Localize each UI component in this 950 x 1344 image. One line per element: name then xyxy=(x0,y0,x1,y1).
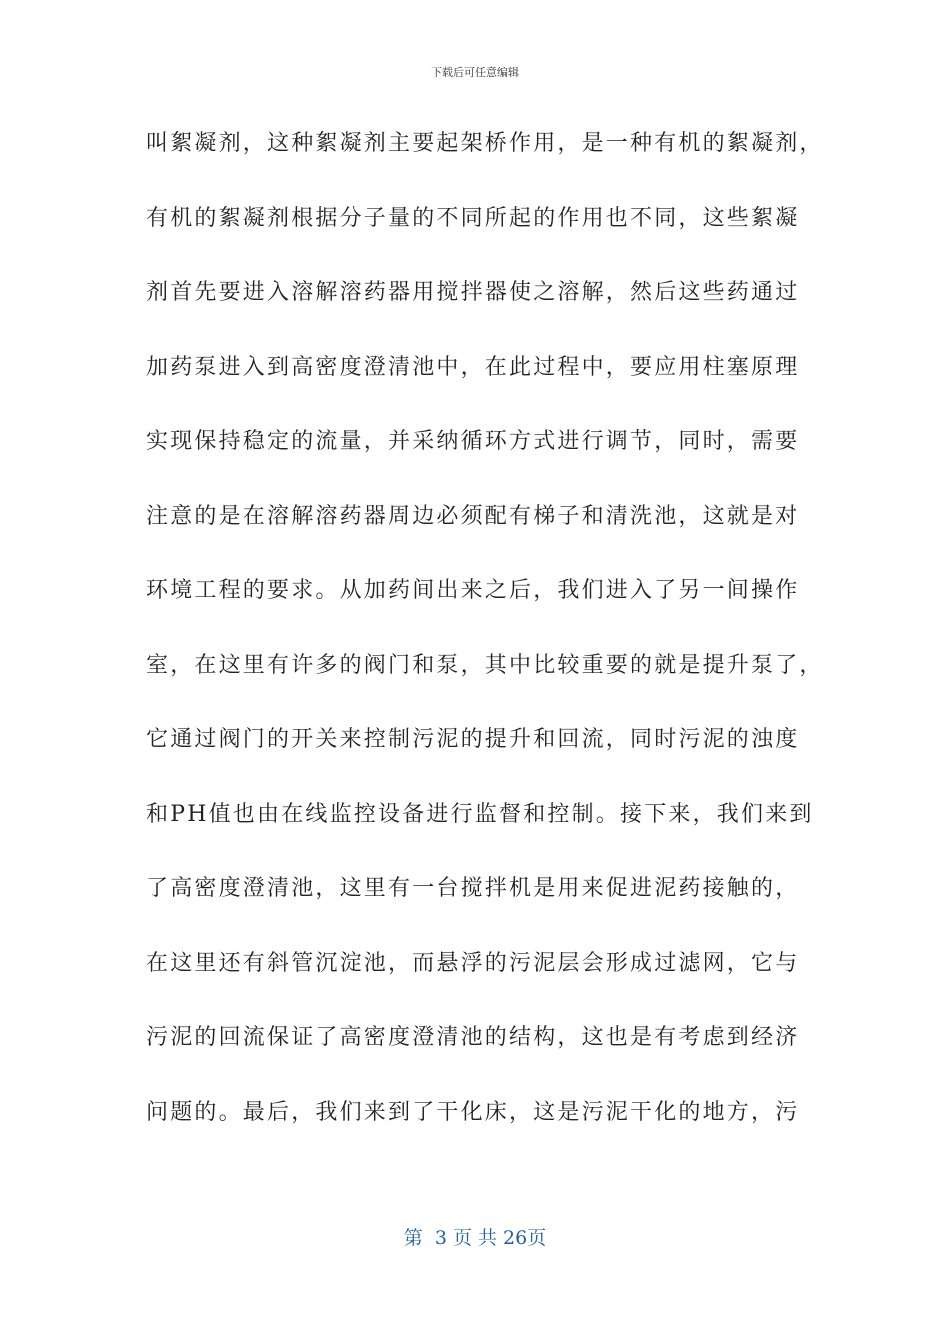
text-line: 实现保持稳定的流量，并采纳循环方式进行调节，同时，需要 xyxy=(146,429,800,454)
text-line: 和PH值也由在线监控设备进行监督和控制。接下来，我们来到 xyxy=(146,801,814,827)
text-line: 污泥的回流保证了高密度澄清池的结构，这也是有考虑到经济 xyxy=(146,1025,800,1050)
text-line: 加药泵进入到高密度澄清池中，在此过程中，要应用柱塞原理 xyxy=(146,354,800,380)
text-line: 注意的是在溶解溶药器周边必须配有梯子和清洗池，这就是对 xyxy=(146,503,800,529)
text-line: 了高密度澄清池，这里有一台搅拌机是用来促进泥药接触的， xyxy=(146,876,800,901)
text-line: 室，在这里有许多的阀门和泵，其中比较重要的就是提升泵了， xyxy=(146,652,824,678)
text-line: 剂首先要进入溶解溶药器用搅拌器使之溶解，然后这些药通过 xyxy=(146,280,800,305)
document-body xyxy=(146,125,824,1168)
page-number: 第 3 页 共 26页 xyxy=(403,1227,547,1249)
text-line: 问题的。最后，我们来到了干化床，这是污泥干化的地方，污 xyxy=(146,1099,800,1125)
text-line: 有机的絮凝剂根据分子量的不同所起的作用也不同，这些絮凝 xyxy=(146,205,800,231)
text-line: 环境工程的要求。从加药间出来之后，我们进入了另一间操作 xyxy=(146,578,800,603)
text-line: 它通过阀门的开关来控制污泥的提升和回流，同时污泥的浊度 xyxy=(146,727,800,752)
text-line: 在这里还有斜管沉淀池，而悬浮的污泥层会形成过滤网，它与 xyxy=(146,950,800,976)
page-header: 下载后可任意编辑 xyxy=(431,66,519,79)
text-line: 叫絮凝剂，这种絮凝剂主要起架桥作用，是一种有机的絮凝剂， xyxy=(146,131,824,156)
